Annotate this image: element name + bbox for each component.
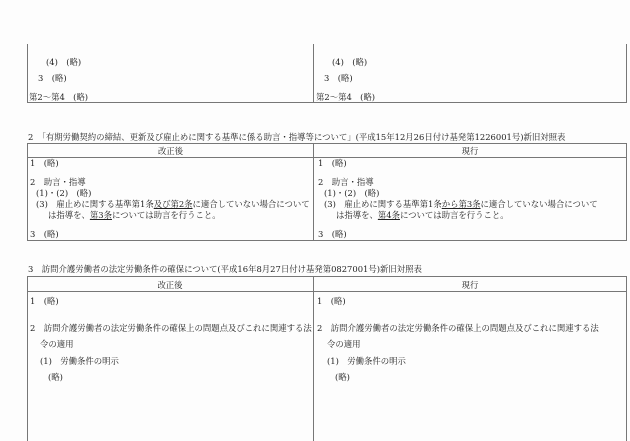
column-divider <box>313 276 314 441</box>
amended-text: 第4条 <box>377 210 400 220</box>
table-border <box>626 276 627 441</box>
table-border <box>27 276 28 441</box>
item-2-1-body: (略) <box>48 372 63 382</box>
text: は指導を、 <box>336 210 378 220</box>
text: については助言を行うこと。 <box>111 210 221 220</box>
column-divider <box>313 144 314 240</box>
table-border <box>27 44 28 102</box>
table-border <box>626 44 627 102</box>
table-border <box>27 102 627 103</box>
text: は指導を、 <box>48 210 90 220</box>
item-2-1: (1) 労働条件の明示 <box>327 356 406 366</box>
item-1: 1 (略) <box>318 158 347 168</box>
column-divider <box>313 44 314 102</box>
amended-text: から第3条 <box>441 199 481 209</box>
section-3-heading: 3 訪問介護労働者の法定労働条件の確保について(平成16年8月27日付け基発第0827001号)新旧対照表 <box>28 264 422 274</box>
item-2-1: (1)・(2) (略) <box>36 188 92 198</box>
table-2 <box>27 143 627 241</box>
item-2-cont: 令の適用 <box>327 339 361 349</box>
text: (3) 雇止めに関する基準第1条 <box>36 199 154 209</box>
item-1: 1 (略) <box>30 296 59 306</box>
header-divider <box>27 291 627 292</box>
item-2-1: (1) 労働条件の明示 <box>40 356 119 366</box>
item-3: 3 (略) <box>324 73 353 83</box>
text: に適合していない場合について <box>192 199 310 209</box>
item-4: (4) (略) <box>332 57 368 67</box>
header-new: 改正後 <box>157 280 183 290</box>
item-2-3-cont <box>48 210 221 220</box>
item-4: (4) (略) <box>46 57 82 67</box>
item-2-3 <box>324 199 598 209</box>
amended-text: 及び第2条 <box>153 199 193 209</box>
item-1: 1 (略) <box>317 296 346 306</box>
sections-2-4: 第2～第4 (略) <box>316 92 376 102</box>
text: に適合していない場合について <box>480 199 598 209</box>
section-2-heading: 2 「有期労働契約の締結、更新及び雇止めに関する基準に係る助言・指導等について」(平成15年12月26日付け基発第1226001号)新旧対照表 <box>28 132 566 142</box>
text: (3) 雇止めに関する基準第1条 <box>324 199 442 209</box>
header-old: 現行 <box>461 280 479 290</box>
item-2-1: (1)・(2) (略) <box>324 188 380 198</box>
item-2: 2 助言・指導 <box>30 177 86 187</box>
table-border <box>27 276 627 277</box>
item-2-cont: 令の適用 <box>40 339 74 349</box>
item-2-3 <box>36 199 310 209</box>
item-2: 2 訪問介護労働者の法定労働条件の確保上の問題点及びこれに関連する法 <box>317 323 599 333</box>
sections-2-4: 第2～第4 (略) <box>29 92 89 102</box>
header-new: 改正後 <box>157 146 184 156</box>
text: については助言を行うこと。 <box>399 210 509 220</box>
item-3: 3 (略) <box>318 229 347 239</box>
item-2: 2 助言・指導 <box>318 177 374 187</box>
header-old: 現行 <box>461 146 479 156</box>
amended-text: 第3条 <box>89 210 112 220</box>
item-3: 3 (略) <box>30 229 59 239</box>
item-3: 3 (略) <box>38 73 67 83</box>
item-2-1-body: (略) <box>335 372 350 382</box>
item-2-3-cont <box>336 210 509 220</box>
item-1: 1 (略) <box>30 158 59 168</box>
item-2: 2 訪問介護労働者の法定労働条件の確保上の問題点及びこれに関連する法 <box>30 323 312 333</box>
